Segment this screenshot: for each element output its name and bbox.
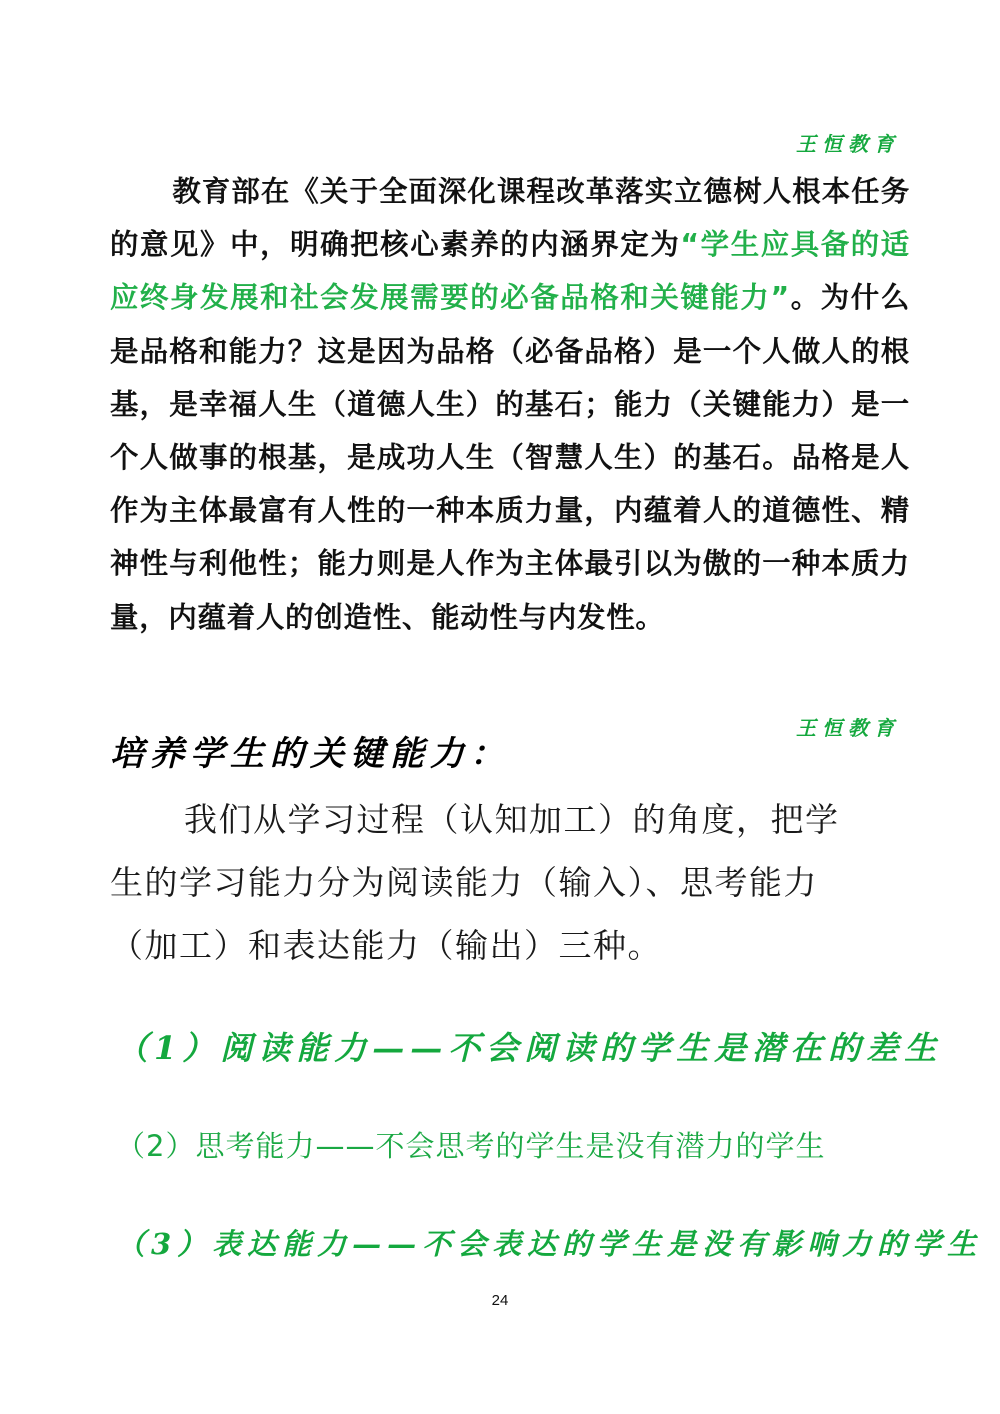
ability-paragraph (110, 788, 870, 977)
ability-text: 我们从学习过程（认知加工）的角度，把学生的学习能力分为阅读能力（输入）、思考能力（加工）和表达能力（输出）三种。 (110, 800, 840, 965)
intro-text-after: 。为什么是品格和能力？这是因为品格（必备品格）是一个人做人的根基，是幸福人生（道德人生）的基石；能力（关键能力）是一个人做事的根基，是成功人生（智慧人生）的基石。品格是人作为主体最富有人性的一种本质力量，内蕴着人的道德性、精神性与利他性；能力则是人作为主体最引以为傲的一种本质力量，内蕴着人的创造性、能动性与内发性。 (110, 281, 911, 634)
watermark-top: 王恒教育 (796, 132, 900, 156)
intro-paragraph (110, 165, 910, 644)
page-number: 24 (491, 1292, 509, 1309)
intro-highlight: “学生应具备的适应终身发展和社会发展需要的必备品格和关键能力” (110, 228, 910, 315)
intro-text-before: 教育部在《关于全面深化课程改革落实立德树人根本任务的意见》中，明确把核心素养的内涵界定为 (110, 175, 910, 262)
section-heading: 培养学生的关键能力： (110, 734, 510, 774)
ability-item-expression: （3）表达能力——不会表达的学生是没有影响力的学生 (116, 1227, 983, 1261)
ability-item-thinking: （2）思考能力——不会思考的学生是没有潜力的学生 (116, 1129, 826, 1163)
watermark-middle: 王恒教育 (796, 716, 900, 740)
ability-item-reading: （1）阅读能力——不会阅读的学生是潜在的差生 (116, 1029, 943, 1067)
